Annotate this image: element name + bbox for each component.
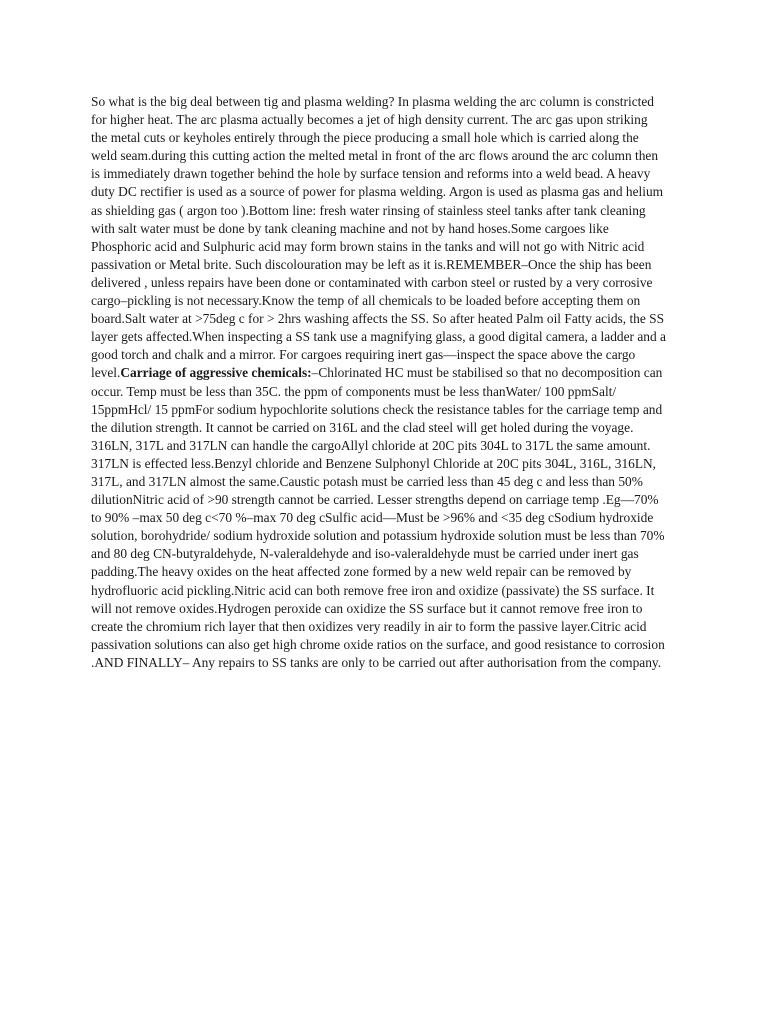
paragraph-part-2: –Chlorinated HC must be stabilised so that no decomposition can occur. Temp must be less than 35C. the ppm of components must be less thanWater/ 100 ppmSalt/ 15ppmHcl/ 15 ppmFor sodium hypochlorite solutions check the resistance tables for the carriage temp and the dilution strength. It cannot be carried on 316L and the clad steel will get holed during the voyage. 316LN, 317L and 317LN can handle the cargoAllyl chloride at 20C pits 304L to 317L the same amount. 317LN is effected less.Benzyl chloride and Benzene Sulphonyl Chloride at 20C pits 304L, 316L, 316LN, 317L, and 317LN almost the same.Caustic potash must be carried less than 45 deg c and less than 50% dilutionNitric acid of >90 strength cannot be carried. Lesser strengths depend on carriage temp .Eg—70% to 90% –max 50 deg c<70 %–max 70 deg cSulfic acid—Must be >96% and <35 deg cSodium hydroxide solution, borohydride/ sodium hydroxide solution and potassium hydroxide solution must be less than 70% and 80 deg CN-butyraldehyde, N-valeraldehyde and iso-valeraldehyde must be carried under inert gas padding.The heavy oxides on the heat affected zone formed by a new weld repair can be removed by hydrofluoric acid pickling.Nitric acid can both remove free iron and oxidize (passivate) the SS surface. It will not remove oxides.Hydrogen peroxide can oxidize the SS surface but it cannot remove free iron to create the chromium rich layer that then oxidizes very readily in air to form the passive layer.Citric acid passivation solutions can also get high chrome oxide ratios on the surface, and good resistance to corrosion .AND FINALLY– Any repairs to SS tanks are only to be carried out after authorisation from the company. <box>91 365 665 670</box>
section-heading-aggressive-chemicals: Carriage of aggressive chemicals: <box>120 365 312 381</box>
paragraph-part-1: So what is the big deal between tig and plasma welding? In plasma welding the arc column is constricted for higher heat. The arc plasma actually becomes a jet of high density current. The arc gas upon striking the metal cuts or keyholes entirely through the piece producing a small hole which is carried along the weld seam.during this cutting action the melted metal in front of the arc flows around the arc column then is immediately drawn together behind the hole by surface tension and reforms into a weld bead. A heavy duty DC rectifier is used as a source of power for plasma welding. Argon is used as plasma gas and helium as shielding gas ( argon too ).Bottom line: fresh water rinsing of stainless steel tanks after tank cleaning with salt water must be done by tank cleaning machine and not by hand hoses.Some cargoes like Phosphoric acid and Sulphuric acid may form brown stains in the tanks and will not go with Nitric acid passivation or Metal brite. Such discolouration may be left as it is.REMEMBER–Once the ship has been delivered , unless repairs have been done or contaminated with carbon steel or rusted by a very corrosive cargo–pickling is not necessary.Know the temp of all chemicals to be loaded before accepting them on board.Salt water at >75deg c for > 2hrs washing affects the SS. So after heated Palm oil Fatty acids, the SS layer gets affected.When inspecting a SS tank use a magnifying glass, a good digital camera, a ladder and a good torch and chalk and a mirror. For cargoes requiring inert gas—inspect the space above the cargo level. <box>91 94 666 381</box>
body-paragraph <box>91 93 667 672</box>
